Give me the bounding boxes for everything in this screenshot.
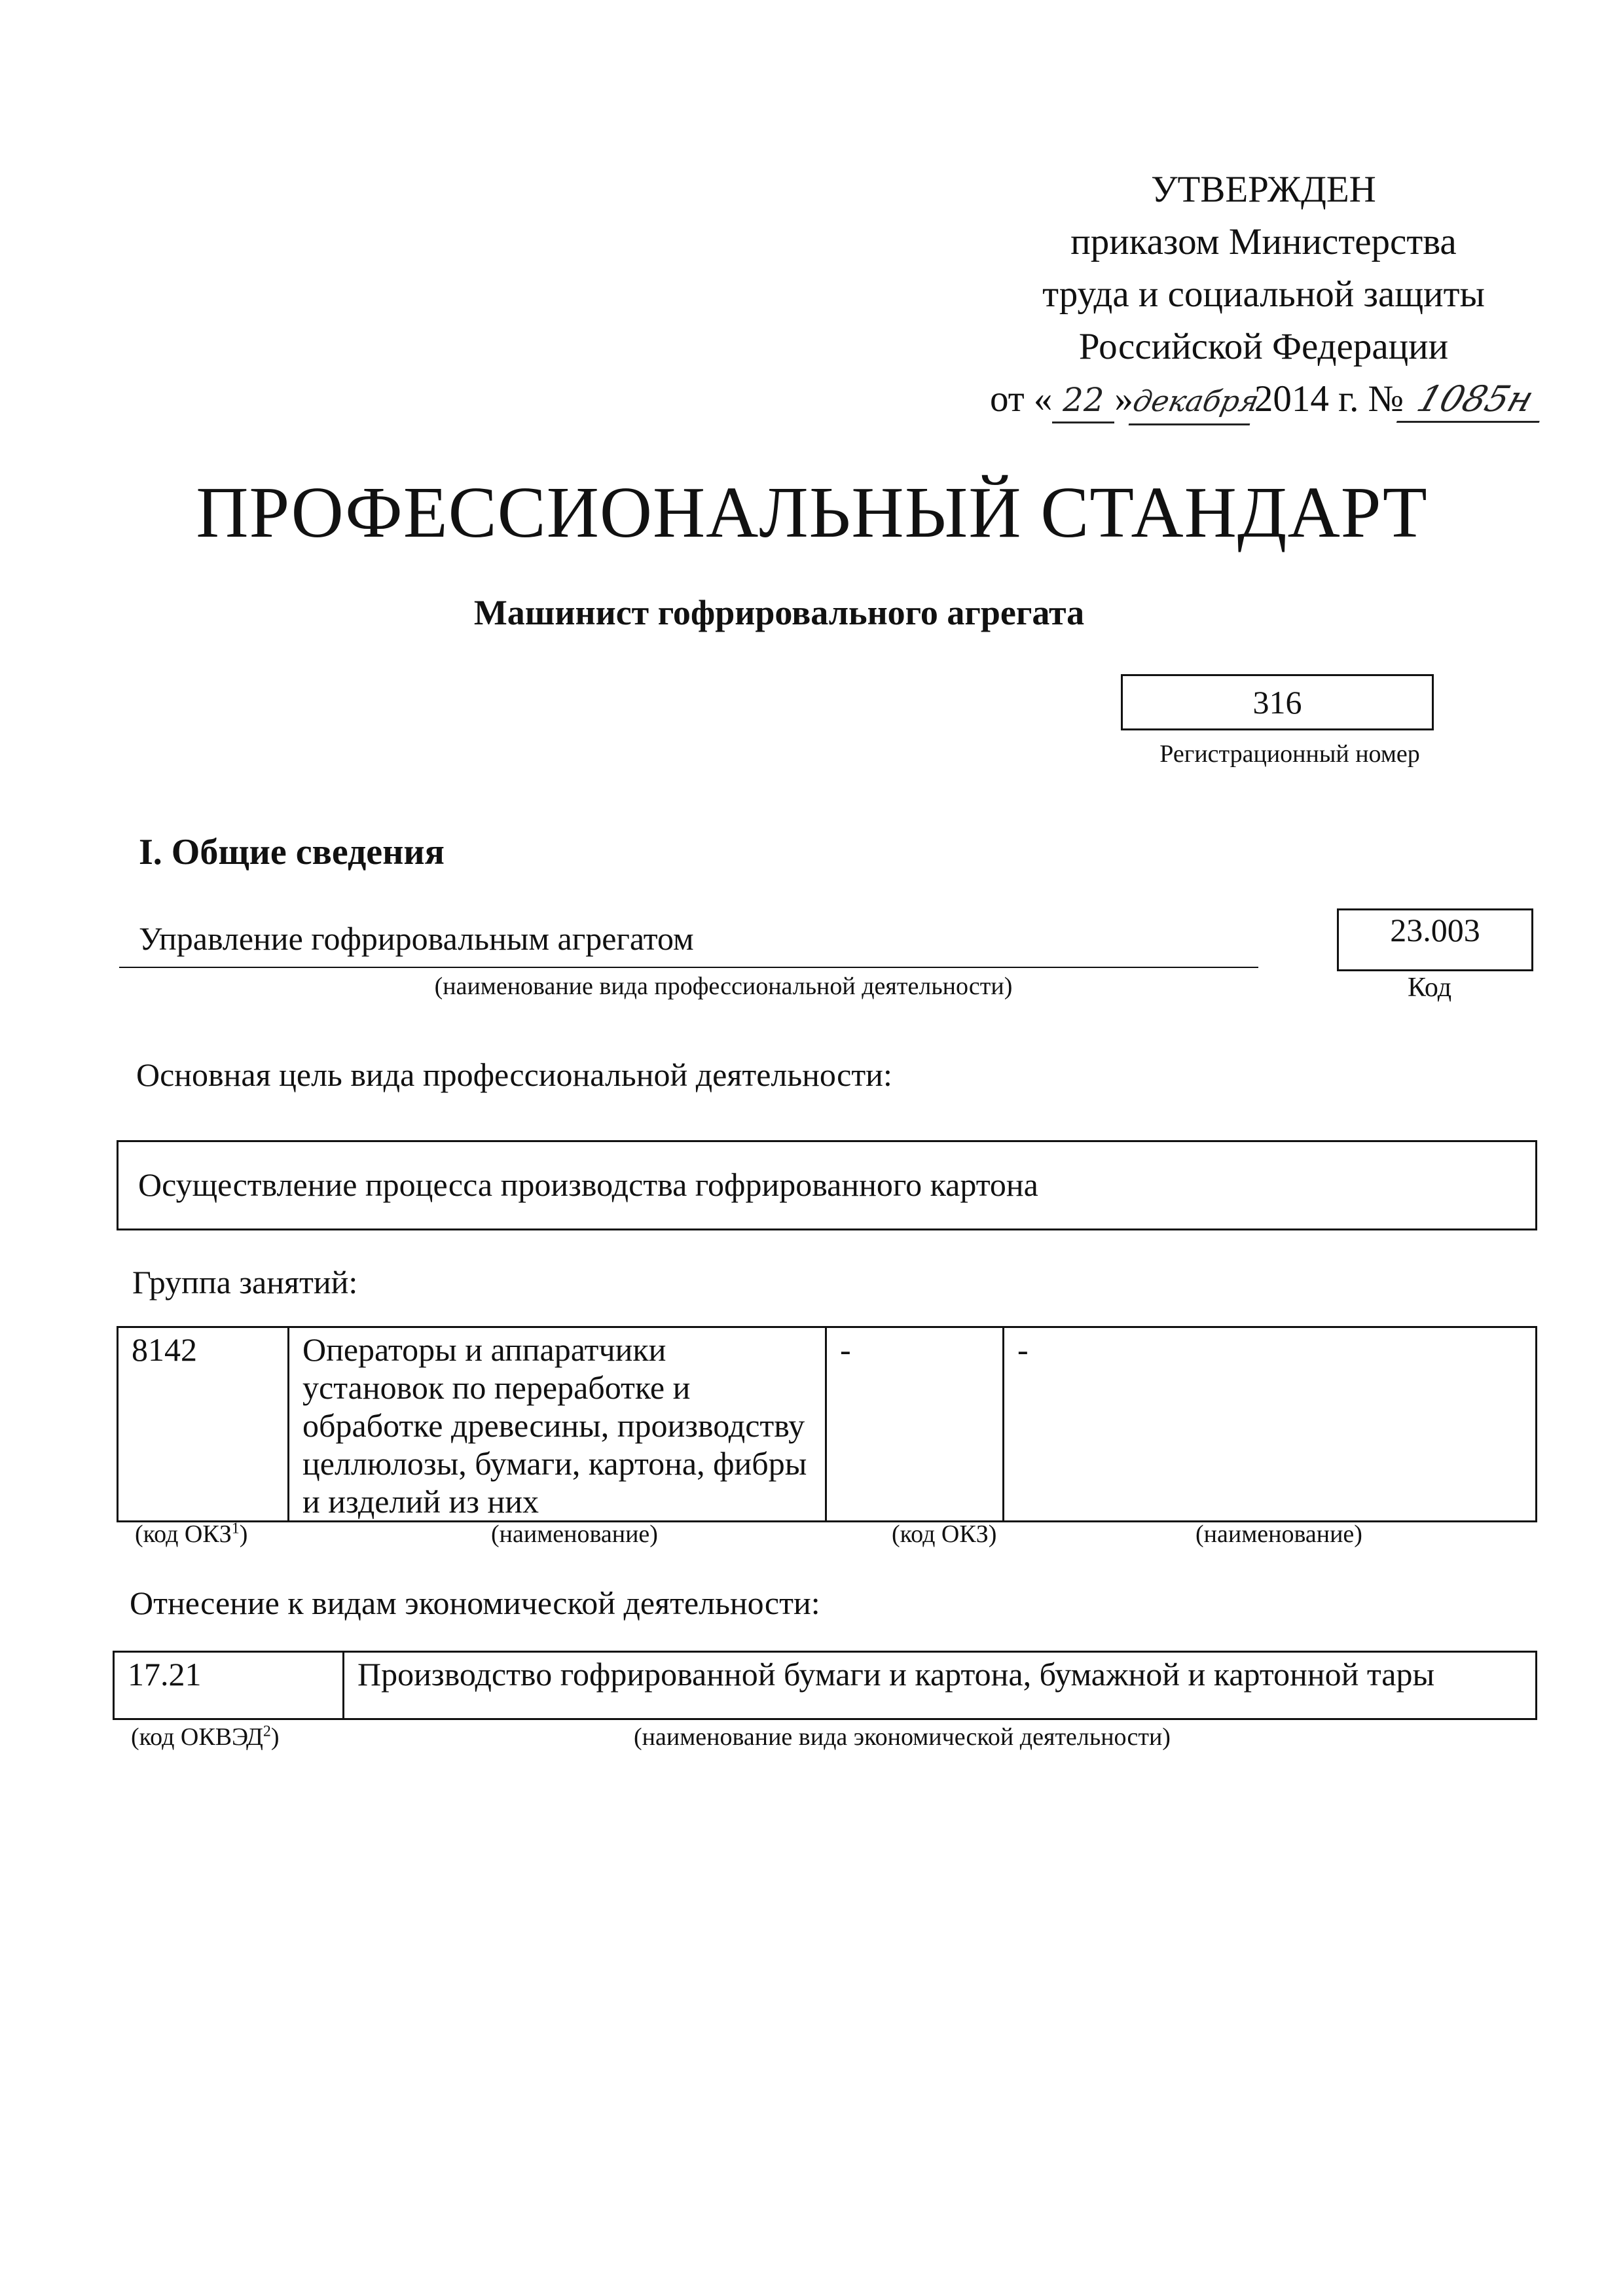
registration-number-box: 316 — [1121, 674, 1434, 730]
activity-name: Управление гофрировальным агрегатом — [139, 920, 694, 957]
handwritten-day: 22 — [1052, 378, 1114, 423]
activity-underline — [119, 967, 1258, 968]
okz-name-cell-2: - — [1004, 1327, 1537, 1522]
date-year: 2014 г. № — [1254, 378, 1404, 420]
economic-activity-table — [113, 1651, 1537, 1720]
goal-label: Основная цель вида профессиональной деятельности: — [136, 1056, 892, 1093]
approval-block — [969, 164, 1558, 425]
approval-date-line — [969, 373, 1558, 425]
approval-line-ministry: труда и социальной защиты — [1042, 274, 1485, 315]
table-row — [118, 1327, 1537, 1522]
approval-line-order: приказом Министерства — [1070, 221, 1457, 262]
handwritten-month: декабря — [1129, 380, 1260, 425]
table-row — [114, 1652, 1537, 1719]
approval-line-federation: Российской Федерации — [1078, 326, 1449, 367]
okz-code-cell: 8142 — [118, 1327, 289, 1522]
okved-code-cell: 17.21 — [114, 1652, 344, 1719]
date-quote: » — [1114, 378, 1133, 420]
date-prefix: от « — [990, 378, 1053, 420]
okved-name-caption: (наименование вида экономической деятельности) — [634, 1723, 1171, 1751]
registration-number-label: Регистрационный номер — [1159, 740, 1420, 768]
okz-name-cell: Операторы и аппаратчики установок по переработке и обработке древесины, производству целлюлозы, бумаги, картона, фибры и изделий из них — [289, 1327, 826, 1522]
activity-code-caption: Код — [1408, 973, 1452, 1003]
activity-code-box: 23.003 — [1337, 908, 1533, 971]
approval-heading: УТВЕРЖДЕН — [1151, 169, 1376, 210]
occupation-group-table — [117, 1326, 1537, 1522]
handwritten-order-number: 1085н — [1396, 378, 1554, 423]
goal-box: Осуществление процесса производства гофрированного картона — [117, 1140, 1537, 1230]
section-title: I. Общие сведения — [139, 832, 445, 872]
occupation-group-label: Группа занятий: — [132, 1264, 358, 1300]
document-subtitle: Машинист гофрировального агрегата — [473, 593, 1085, 632]
okved-code-caption: (код ОКВЭД$^2$) — [131, 1723, 280, 1751]
okz-name-caption: (наименование) — [491, 1520, 658, 1548]
okved-name-cell: Производство гофрированной бумаги и картона, бумажной и картонной тары — [344, 1652, 1537, 1719]
economic-activity-label: Отнесение к видам экономической деятельности: — [130, 1585, 820, 1621]
activity-caption: (наименование вида профессиональной деятельности) — [434, 973, 1013, 1000]
okz-code-caption: (код ОКЗ$^1$) — [135, 1520, 248, 1548]
okz-name-caption-2: (наименование) — [1195, 1520, 1362, 1548]
okz-code-cell-2: - — [826, 1327, 1004, 1522]
okz-code-caption-2: (код ОКЗ) — [892, 1520, 997, 1548]
document-title: ПРОФЕССИОНАЛЬНЫЙ СТАНДАРТ — [196, 473, 1428, 553]
